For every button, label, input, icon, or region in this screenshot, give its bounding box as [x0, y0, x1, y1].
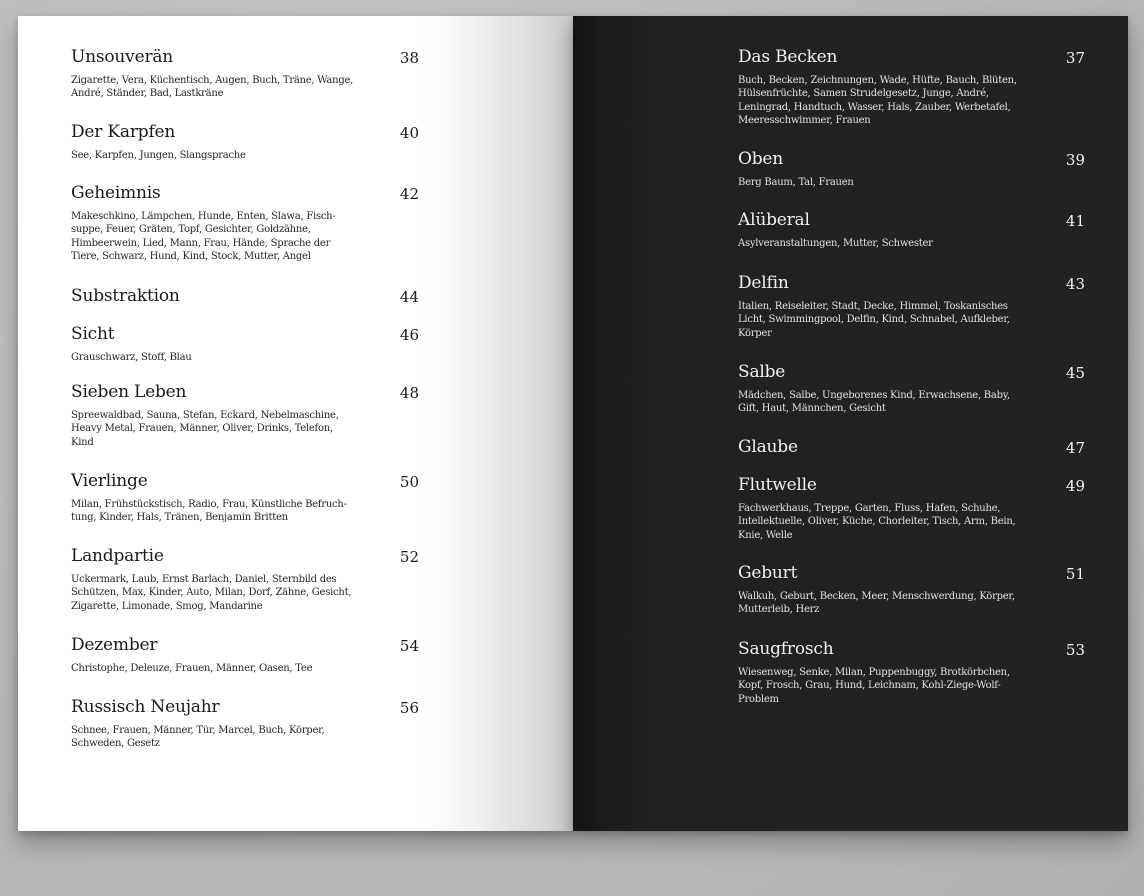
entry-title: Glaube [738, 437, 798, 457]
entry-page-number: 45 [1065, 364, 1085, 382]
entry-keywords: Asylveranstaltungen, Mutter, Schwester [738, 238, 933, 249]
entry-keywords: Mädchen, Salbe, Ungeborenes Kind, Erwachsene, Baby, Gift, Haut, Männchen, Gesicht [738, 390, 1010, 415]
entry-keywords: Italien, Reiseleiter, Stadt, Decke, Himmel, Toskanisches Licht, Swimmingpool, Delfin, Kind, Schnabel, Aufkleber, Körper [738, 301, 1010, 339]
entry-keywords: Christophe, Deleuze, Frauen, Männer, Oasen, Tee [71, 663, 313, 674]
entry-title: Der Karpfen [71, 122, 176, 142]
toc-entry [738, 147, 1085, 189]
entry-title: Geburt [738, 563, 798, 583]
toc-entry [738, 208, 1085, 250]
entry-keywords: Fachwerkhaus, Treppe, Garten, Fluss, Hafen, Schuhe, Intellektuelle, Oliver, Küche, Chorleiter, Tisch, Arm, Bein, Knie, Welle [738, 503, 1016, 541]
entry-keywords: Walkuh, Geburt, Becken, Meer, Menschwerdung, Körper, Mutterleib, Herz [738, 591, 1015, 616]
entry-title: Unsouverän [71, 47, 174, 67]
entry-page-number: 51 [1065, 565, 1085, 583]
entry-keywords: Makeschkino, Lämpchen, Hunde, Enten, Slawa, Fisch-suppe, Feuer, Gräten, Topf, Gesichter, Goldzähne, Himbeerwein, Lied, Mann, Frau, Hände, Sprache der Tiere, Schwarz, Hund, Kind, Stock, Mutter, Angel [71, 211, 336, 263]
entry-title: Substraktion [71, 286, 180, 306]
entry-page-number: 54 [399, 637, 419, 655]
toc-entry [738, 561, 1085, 617]
entry-keywords: Uckermark, Laub, Ernst Barlach, Daniel, Sternbild des Schützen, Max, Kinder, Auto, Milan, Dorf, Zähne, Gesicht, Zigarette, Limonade, Smog, Mandarine [71, 574, 352, 612]
entry-title: Flutwelle [738, 475, 817, 495]
entry-page-number: 39 [1065, 151, 1085, 169]
toc-entry [738, 45, 1085, 128]
entry-title: Sieben Leben [71, 382, 187, 402]
entry-keywords: Spreewaldbad, Sauna, Stefan, Eckard, Nebelmaschine, Heavy Metal, Frauen, Männer, Oliver, Drinks, Telefon, Kind [71, 410, 339, 448]
entry-page-number: 37 [1065, 49, 1085, 67]
entry-keywords: Grauschwarz, Stoff, Blau [71, 352, 192, 363]
entry-keywords: Wiesenweg, Senke, Milan, Puppenbuggy, Brotkörbchen, Kopf, Frosch, Grau, Hund, Leichnam, Kohl-Ziege-Wolf-Problem [738, 667, 1010, 705]
entry-page-number: 47 [1065, 439, 1085, 457]
entry-title: Salbe [738, 362, 786, 382]
entry-page-number: 38 [399, 49, 419, 67]
entry-keywords: Milan, Frühstückstisch, Radio, Frau, Künstliche Befruch-tung, Kinder, Hals, Tränen, Benjamin Britten [71, 499, 347, 524]
entry-page-number: 48 [399, 384, 419, 402]
entry-title: Landpartie [71, 546, 164, 566]
toc-entry [71, 45, 419, 101]
left-page [18, 16, 573, 831]
entry-page-number: 42 [399, 185, 419, 203]
toc-entry [738, 473, 1085, 542]
entry-title: Alüberal [738, 210, 810, 230]
toc-entry [738, 637, 1085, 706]
entry-title: Russisch Neujahr [71, 697, 220, 717]
entry-title: Das Becken [738, 47, 838, 67]
entry-keywords: Schnee, Frauen, Männer, Tür, Marcel, Buch, Körper, Schweden, Gesetz [71, 725, 325, 750]
right-page [573, 16, 1128, 831]
toc-entry [71, 695, 419, 751]
entry-title: Delfin [738, 273, 789, 293]
entry-title: Dezember [71, 635, 158, 655]
toc-entry [71, 633, 419, 675]
entry-page-number: 44 [399, 288, 419, 306]
entry-page-number: 52 [399, 548, 419, 566]
toc-entry [71, 469, 419, 525]
toc-entry [71, 322, 419, 364]
toc-entry [71, 380, 419, 449]
entry-page-number: 46 [399, 326, 419, 344]
entry-title: Geheimnis [71, 183, 161, 203]
entry-keywords: Zigarette, Vera, Küchentisch, Augen, Buch, Träne, Wange, André, Ständer, Bad, Lastkräne [71, 75, 354, 100]
toc-entry [738, 271, 1085, 340]
entry-title: Saugfrosch [738, 639, 834, 659]
toc-entry [71, 544, 419, 613]
toc-entry [71, 284, 419, 308]
toc-entry [738, 435, 1085, 459]
toc-entry [71, 120, 419, 162]
entry-title: Vierlinge [71, 471, 148, 491]
entry-keywords: Berg Baum, Tal, Frauen [738, 177, 854, 188]
entry-page-number: 53 [1065, 641, 1085, 659]
entry-page-number: 50 [399, 473, 419, 491]
entry-page-number: 40 [399, 124, 419, 142]
entry-page-number: 43 [1065, 275, 1085, 293]
entry-page-number: 56 [399, 699, 419, 717]
entry-page-number: 49 [1065, 477, 1085, 495]
entry-title: Oben [738, 149, 784, 169]
toc-entry [71, 181, 419, 264]
entry-keywords: Buch, Becken, Zeichnungen, Wade, Hüfte, Bauch, Blüten, Hülsenfrüchte, Samen Strudelgesetz, Junge, André, Leningrad, Handtuch, Wasser, Hals, Zauber, Werbetafel, Meeresschwimmer, Frauen [738, 75, 1017, 127]
entry-keywords: See, Karpfen, Jungen, Slangsprache [71, 150, 246, 161]
toc-entry [738, 360, 1085, 416]
entry-page-number: 41 [1065, 212, 1085, 230]
entry-title: Sicht [71, 324, 115, 344]
